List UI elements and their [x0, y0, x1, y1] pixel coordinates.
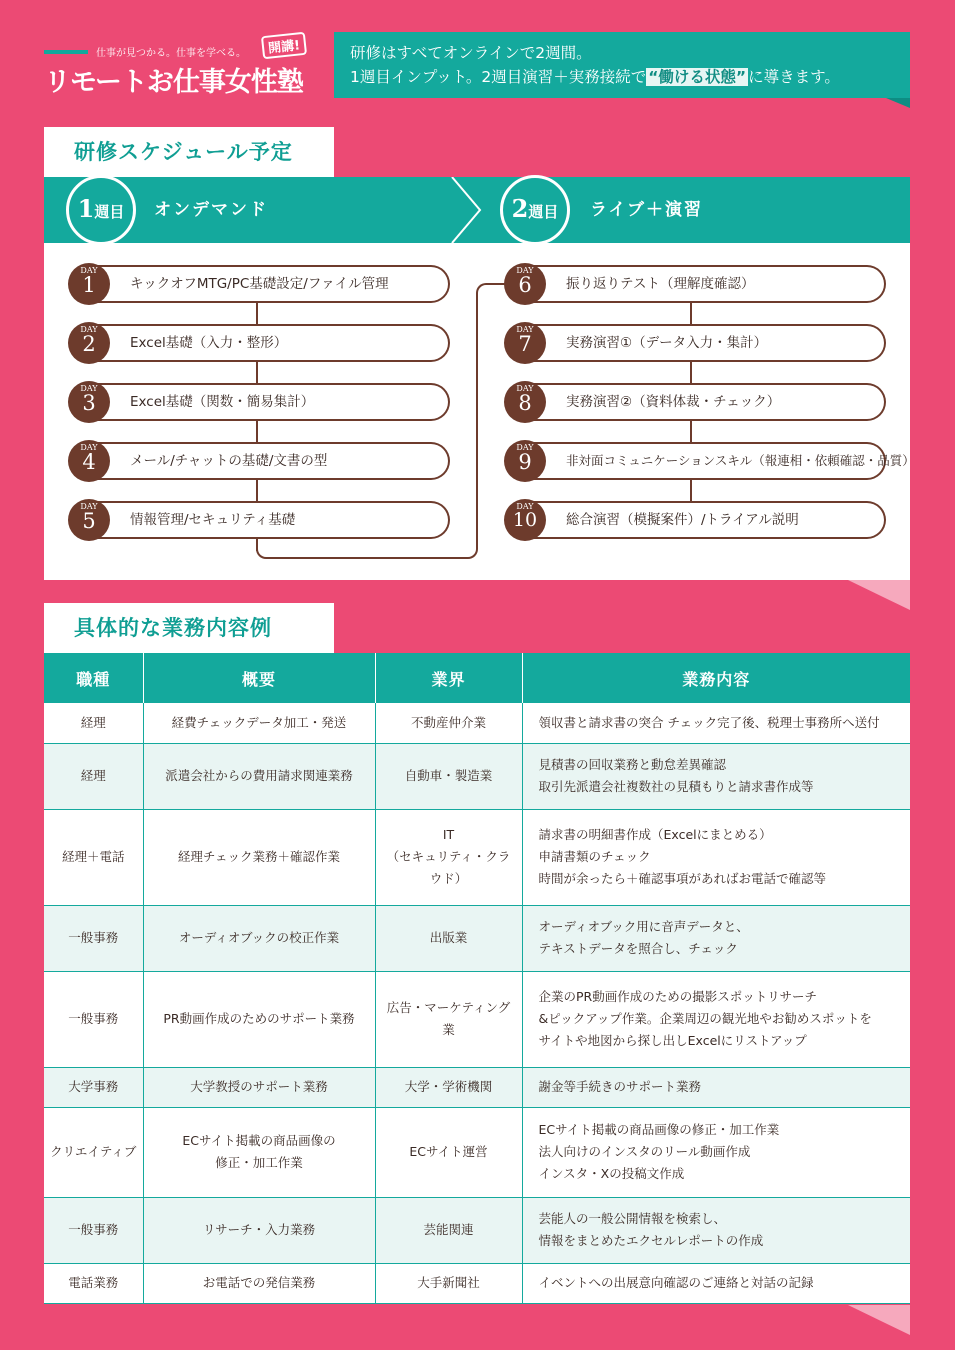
summary-cell-line: 派遣会社からの費用請求関連業務 — [165, 768, 353, 783]
industry-cell — [375, 1107, 522, 1197]
day-prefix: DAY — [516, 443, 534, 452]
summary-cell-line: PR動画作成のためのサポート業務 — [163, 1011, 355, 1026]
summary-cell — [143, 971, 375, 1067]
day-badge — [504, 381, 546, 423]
day-text: 実務演習②（資料体裁・チェック） — [566, 394, 781, 410]
intro-line-2-pre: 1週目インプット。2週目演習＋実務接続で — [350, 68, 647, 86]
job-cell: 一般事務 — [44, 1197, 143, 1263]
week2-circle — [500, 175, 570, 245]
day-prefix: DAY — [80, 443, 98, 452]
industry-cell-line: 自動車・製造業 — [404, 768, 493, 783]
industry-cell — [375, 809, 522, 905]
logo-title: リモートお仕事女性塾 — [44, 67, 303, 98]
table-row — [44, 1197, 910, 1263]
industry-cell — [375, 703, 522, 743]
tasks-cell-line: ECサイト掲載の商品画像の修正・加工作業 — [538, 1122, 780, 1137]
job-cell: 経理 — [44, 743, 143, 809]
column-header: 業務内容 — [522, 653, 910, 703]
summary-cell — [143, 809, 375, 905]
intro-banner-tail — [886, 98, 910, 108]
tasks-cell-line: 申請書類のチェック — [538, 849, 651, 864]
industry-cell-line: 広告・マーケティング業 — [386, 1000, 511, 1037]
table-row — [44, 743, 910, 809]
day-item — [518, 324, 886, 362]
intro-line-2-post: に導きます。 — [748, 68, 840, 86]
week1-number: 1 — [77, 194, 95, 223]
tasks-cell-line: 芸能人の一般公開情報を検索し、 — [538, 1211, 727, 1226]
summary-cell — [143, 1263, 375, 1303]
summary-cell-line: 経費チェックデータ加工・発送 — [171, 714, 347, 730]
industry-cell — [375, 905, 522, 971]
page-fold-corner — [848, 580, 910, 610]
tasks-cell — [522, 1263, 910, 1303]
day-item — [516, 442, 915, 480]
tasks-cell-line: オーディオブック用に音声データと、 — [538, 919, 749, 934]
summary-cell — [143, 1197, 375, 1263]
day-prefix: DAY — [80, 384, 98, 393]
week2-number: 2 — [511, 194, 529, 223]
summary-cell — [143, 1067, 375, 1107]
summary-cell — [143, 1107, 375, 1197]
day-badge — [68, 499, 110, 541]
table-row — [44, 971, 910, 1067]
day-text: 総合演習（模擬案件）/トライアル説明 — [566, 512, 799, 528]
day-number: 7 — [518, 332, 532, 356]
tasks-cell-line: 領収書と請求書の突合 チェック完了後、税理士事務所へ送付 — [538, 714, 880, 730]
day-number: 3 — [82, 391, 96, 415]
table-row — [44, 905, 910, 971]
industry-cell — [375, 971, 522, 1067]
table-row — [44, 1263, 910, 1303]
day-badge — [504, 440, 546, 482]
week2-unit: 週目 — [528, 203, 559, 221]
logo-tagline: 仕事が見つかる。仕事を学べる。 — [96, 48, 246, 59]
schedule-week-header — [44, 177, 910, 243]
chevron-right-icon — [448, 177, 488, 243]
job-cell: 大学事務 — [44, 1067, 143, 1107]
tasks-cell-line: &ピックアップ作業。企業周辺の観光地やお勧めスポットを — [538, 1011, 872, 1026]
industry-cell-line: 出版業 — [429, 930, 468, 945]
column-header: 職種 — [44, 653, 143, 703]
column-header: 業界 — [375, 653, 522, 703]
industry-cell-line: 大手新聞社 — [417, 1275, 480, 1290]
intro-line-2 — [350, 65, 894, 89]
intro-banner — [334, 32, 910, 98]
day-text: メール/チャットの基礎/文書の型 — [130, 453, 328, 469]
day-item — [518, 383, 886, 421]
day-item — [82, 442, 450, 480]
day-number: 1 — [82, 273, 96, 297]
day-prefix: DAY — [516, 325, 534, 334]
day-text: 情報管理/セキュリティ基礎 — [130, 512, 296, 528]
industry-cell-line: ECサイト運営 — [409, 1144, 488, 1159]
day-item — [82, 324, 450, 362]
schedule-heading: 研修スケジュール予定 — [44, 127, 334, 177]
table-row — [44, 1107, 910, 1197]
tasks-cell-line: 企業のPR動画作成のための撮影スポットリサーチ — [538, 989, 817, 1004]
summary-cell-line: オーディオブックの校正作業 — [178, 930, 340, 945]
intro-line-1: 研修はすべてオンラインで2週間。 — [350, 44, 592, 62]
tasks-cell — [522, 1067, 910, 1107]
summary-cell — [143, 743, 375, 809]
industry-cell-line: IT — [442, 827, 455, 842]
column-header: 概要 — [143, 653, 375, 703]
day-number: 9 — [518, 450, 532, 474]
day-text: 実務演習①（データ入力・集計） — [566, 335, 768, 351]
summary-cell-line: お電話での発信業務 — [202, 1275, 316, 1290]
summary-cell-line: 大学教授のサポート業務 — [190, 1079, 328, 1094]
day-number: 2 — [82, 332, 96, 356]
industry-cell — [375, 1263, 522, 1303]
industry-cell — [375, 743, 522, 809]
examples-heading: 具体的な業務内容例 — [44, 603, 334, 653]
day-number: 5 — [82, 509, 96, 533]
schedule-panel — [44, 177, 915, 580]
day-prefix: DAY — [80, 325, 98, 334]
tasks-cell-line: 取引先派遣会社複数社の見積もりと請求書作成等 — [538, 779, 814, 794]
day-text: 振り返りテスト（理解度確認） — [566, 276, 755, 292]
day-badge — [504, 263, 546, 305]
tasks-cell — [522, 971, 910, 1067]
day-text: キックオフMTG/PC基礎設定/ファイル管理 — [130, 276, 389, 292]
job-cell: 一般事務 — [44, 971, 143, 1067]
job-cell: クリエイティブ — [44, 1107, 143, 1197]
day-item — [82, 383, 450, 421]
job-cell: 一般事務 — [44, 905, 143, 971]
logo-accent-line — [44, 50, 88, 54]
day-number: 4 — [82, 450, 96, 474]
day-badge — [68, 440, 110, 482]
week1-label: オンデマンド — [154, 200, 268, 220]
tasks-cell-line: 時間が余ったら＋確認事項があればお電話で確認等 — [538, 871, 827, 886]
industry-cell — [375, 1067, 522, 1107]
tasks-cell-line: イベントへの出展意向確認のご連絡と対話の記録 — [538, 1275, 814, 1290]
week2-label: ライブ＋演習 — [590, 200, 703, 220]
industry-cell-line: （セキュリティ・クラウド） — [386, 849, 511, 886]
day-number: 8 — [518, 391, 532, 415]
industry-cell — [375, 1197, 522, 1263]
intro-highlight: “働ける状態” — [648, 68, 747, 86]
logo-badge: 開講! — [261, 32, 307, 59]
day-item — [82, 501, 450, 539]
tasks-cell-line: 謝金等手続きのサポート業務 — [538, 1079, 702, 1094]
page-fold-corner — [848, 1305, 910, 1335]
day-number: 10 — [512, 509, 538, 531]
table-body — [44, 703, 910, 1303]
tasks-cell-line: 情報をまとめたエクセルレポートの作成 — [538, 1233, 764, 1248]
day-prefix: DAY — [80, 266, 98, 275]
tasks-cell — [522, 1107, 910, 1197]
tasks-cell — [522, 703, 910, 743]
tasks-cell — [522, 1197, 910, 1263]
logo — [44, 34, 314, 98]
day-text: Excel基礎（関数・簡易集計） — [130, 394, 315, 410]
table-header-row — [44, 653, 910, 703]
job-cell: 電話業務 — [44, 1263, 143, 1303]
tasks-cell — [522, 809, 910, 905]
day-prefix: DAY — [516, 502, 534, 511]
day-badge — [504, 322, 546, 364]
day-item — [82, 265, 450, 303]
day-prefix: DAY — [516, 384, 534, 393]
day-item — [512, 501, 886, 539]
tasks-cell — [522, 905, 910, 971]
industry-cell-line: 大学・学術機関 — [404, 1079, 493, 1094]
industry-cell-line: 芸能関連 — [423, 1222, 474, 1237]
summary-cell-line: リサーチ・入力業務 — [202, 1222, 316, 1237]
tasks-cell-line: サイトや地図から探し出しExcelにリストアップ — [538, 1033, 807, 1048]
day-text: 非対面コミュニケーションスキル（報連相・依頼確認・品質） — [566, 453, 915, 468]
tasks-cell — [522, 743, 910, 809]
summary-cell-line: 経理チェック業務＋確認作業 — [177, 849, 341, 864]
table-row — [44, 809, 910, 905]
day-prefix: DAY — [516, 266, 534, 275]
summary-cell — [143, 905, 375, 971]
tasks-cell-line: 法人向けのインスタのリール動画作成 — [538, 1144, 751, 1159]
day-badge — [504, 499, 546, 541]
examples-table — [44, 653, 910, 1304]
tasks-cell-line: テキストデータを照合し、チェック — [538, 941, 738, 956]
week1-unit: 週目 — [94, 203, 125, 221]
table-row — [44, 1067, 910, 1107]
summary-cell — [143, 703, 375, 743]
summary-cell-line: 修正・加工作業 — [215, 1155, 303, 1170]
day-badge — [68, 263, 110, 305]
tasks-cell-line: 請求書の明細書作成（Excelにまとめる） — [538, 827, 772, 842]
industry-cell-line: 不動産仲介業 — [410, 714, 486, 730]
job-cell: 経理＋電話 — [44, 809, 143, 905]
job-cell: 経理 — [44, 703, 143, 743]
day-badge — [68, 381, 110, 423]
tasks-cell-line: 見積書の回収業務と動怠差異確認 — [538, 757, 727, 772]
table-row — [44, 703, 910, 743]
tasks-cell-line: インスタ・Xの投稿文作成 — [538, 1166, 685, 1181]
day-prefix: DAY — [80, 502, 98, 511]
day-badge — [68, 322, 110, 364]
summary-cell-line: ECサイト掲載の商品画像の — [182, 1133, 336, 1148]
day-item — [518, 265, 886, 303]
day-number: 6 — [518, 273, 532, 297]
day-text: Excel基礎（入力・整形） — [130, 335, 288, 351]
week1-circle — [66, 175, 136, 245]
